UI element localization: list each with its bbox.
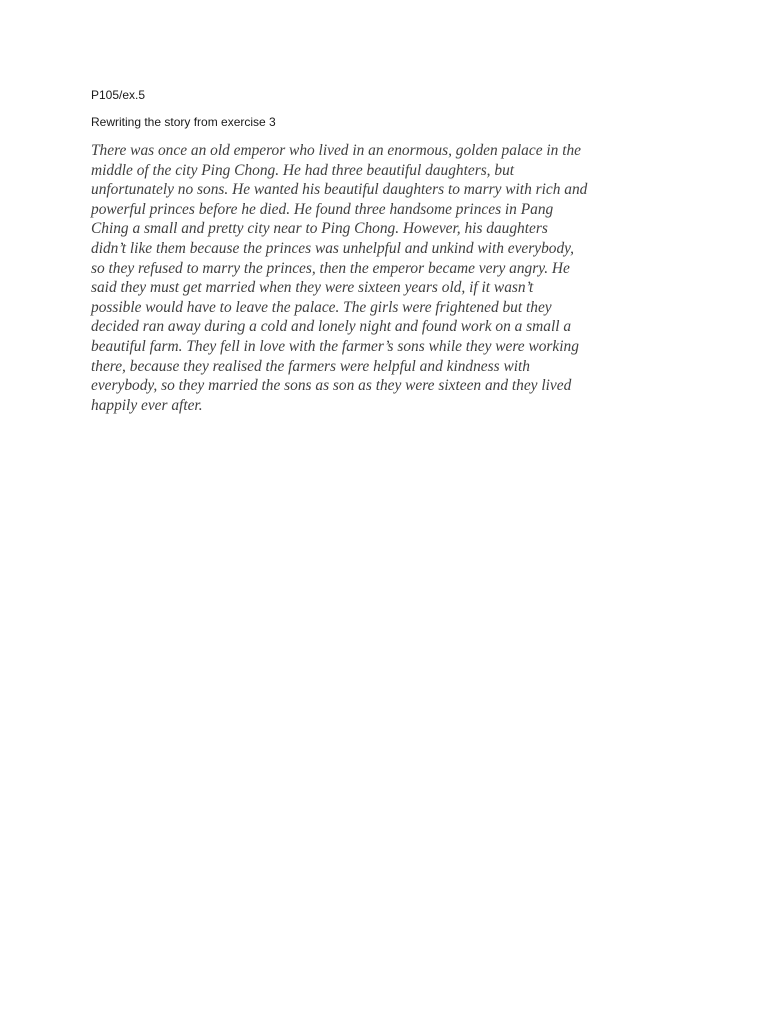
story-line: middle of the city Ping Chong. He had three beautiful daughters, but: [91, 161, 515, 179]
exercise-subtitle: Rewriting the story from exercise 3: [91, 115, 276, 129]
story-line: possible would have to leave the palace. The girls were frightened but they: [91, 298, 552, 316]
story-line: There was once an old emperor who lived in an enormous, golden palace in the: [91, 142, 582, 159]
story-line: beautiful farm. They fell in love with the farmer’s sons while they were working: [91, 337, 579, 355]
story-line: didn’t like them because the princes was unhelpful and unkind with everybody,: [91, 239, 574, 257]
story-line: unfortunately no sons. He wanted his beautiful daughters to marry with rich and: [91, 181, 588, 199]
story-line: said they must get married when they were sixteen years old, if it wasn’t: [91, 279, 534, 297]
story-line: Ching a small and pretty city near to Ping Chong. However, his daughters: [91, 220, 548, 238]
exercise-reference: P105/ex.5: [91, 88, 146, 102]
story-line: there, because they realised the farmers were helpful and kindness with: [91, 357, 530, 375]
story-line: decided ran away during a cold and lonely night and found work on a small a: [91, 318, 572, 336]
story-line: everybody, so they married the sons as son as they were sixteen and they lived: [91, 377, 572, 395]
story-line: happily ever after.: [91, 396, 203, 414]
story-line: so they refused to marry the princes, then the emperor became very angry. He: [91, 259, 570, 277]
story-paragraph: [91, 141, 691, 415]
story-line: powerful princes before he died. He found three handsome princes in Pang: [91, 200, 554, 218]
